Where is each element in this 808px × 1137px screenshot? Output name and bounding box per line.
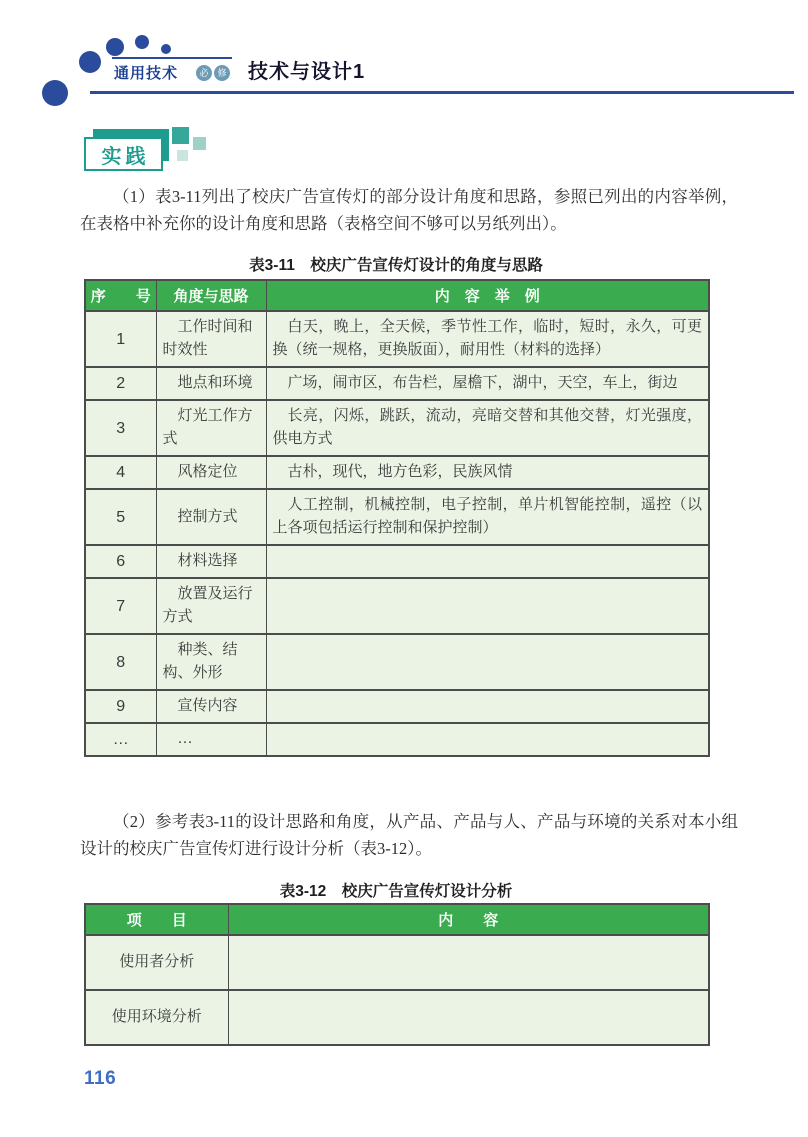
cell-angle: 工作时间和时效性 [156,311,266,367]
cell-examples [266,634,709,690]
table-row [85,489,709,545]
table-row [85,990,709,1045]
cell-examples [266,545,709,578]
table-row [85,367,709,400]
col-header-item: 项 目 [85,904,228,935]
table-row [85,545,709,578]
col-header-angle: 角度与思路 [156,280,266,311]
cell-no: 3 [85,400,156,456]
cell-no: 7 [85,578,156,634]
course-name: 通用技术 [114,65,179,82]
table-row [85,578,709,634]
header-rule [90,91,794,94]
logo-dot [106,38,124,56]
page-number: 116 [84,1068,117,1089]
cell-angle: 控制方式 [156,489,266,545]
paragraph-1: （1）表3-11列出了校庆广告宣传灯的部分设计角度和思路，参照已列出的内容举例，在表格中补充你的设计角度和思路（表格空间不够可以另纸列出）。 [80,187,738,233]
course-overline [112,57,232,59]
cell-examples: 白天，晚上，全天候，季节性工作，临时，短时，永久，可更换（统一规格，更换版面），耐用性（材料的选择） [266,311,709,367]
table-row [85,723,709,756]
table-row [85,935,709,990]
table-3-12-caption: 表3-12 校庆广告宣传灯设计分析 [279,883,513,900]
cell-no: 4 [85,456,156,489]
cell-no: 6 [85,545,156,578]
col-header-content: 内 容 [228,904,709,935]
cell-angle: 放置及运行方式 [156,578,266,634]
col-header-no: 序 号 [85,280,156,311]
decor-square [172,127,189,144]
logo-dot [161,44,171,54]
cell-examples: 古朴，现代，地方色彩，民族风情 [266,456,709,489]
practice-badge: 实践 [84,137,163,171]
table-row [85,634,709,690]
cell-no: 8 [85,634,156,690]
cell-angle: 材料选择 [156,545,266,578]
required-badge-circle: 必 [196,65,212,81]
logo-dot [79,51,101,73]
table-3-11 [84,279,710,757]
book-title: 技术与设计1 [248,61,366,83]
logo-dot [42,80,68,106]
cell-examples: 人工控制，机械控制，电子控制，单片机智能控制，遥控（以上各项包括运行控制和保护控制） [266,489,709,545]
cell-examples: 长亮，闪烁，跳跃，流动，亮暗交替和其他交替，灯光强度，供电方式 [266,400,709,456]
table-row [85,400,709,456]
table-row [85,456,709,489]
table-row [85,690,709,723]
cell-no: 1 [85,311,156,367]
cell-angle: 风格定位 [156,456,266,489]
cell-item: 使用环境分析 [85,990,228,1045]
table-header-row [85,280,709,311]
table-header-row [85,904,709,935]
table-3-12 [84,903,710,1046]
logo-dot [135,35,149,49]
cell-no: 5 [85,489,156,545]
cell-examples [266,690,709,723]
col-header-examples: 内 容 举 例 [266,280,709,311]
cell-no: 9 [85,690,156,723]
decor-square [193,137,206,150]
required-badge-circle: 修 [214,65,230,81]
cell-item: 使用者分析 [85,935,228,990]
cell-examples [266,723,709,756]
cell-examples [266,578,709,634]
cell-angle: 种类、结构、外形 [156,634,266,690]
cell-no: … [85,723,156,756]
cell-no: 2 [85,367,156,400]
cell-angle: 地点和环境 [156,367,266,400]
table-3-11-caption: 表3-11 校庆广告宣传灯设计的角度与思路 [249,257,543,274]
decor-square [177,150,188,161]
cell-content [228,990,709,1045]
cell-angle: … [156,723,266,756]
paragraph-2: （2）参考表3-11的设计思路和角度，从产品、产品与人、产品与环境的关系对本小组设计的校庆广告宣传灯进行设计分析（表3-12）。 [80,812,738,858]
cell-angle: 灯光工作方式 [156,400,266,456]
cell-content [228,935,709,990]
table-row [85,311,709,367]
cell-angle: 宣传内容 [156,690,266,723]
cell-examples: 广场，闹市区，布告栏，屋檐下，湖中，天空，车上，街边 [266,367,709,400]
